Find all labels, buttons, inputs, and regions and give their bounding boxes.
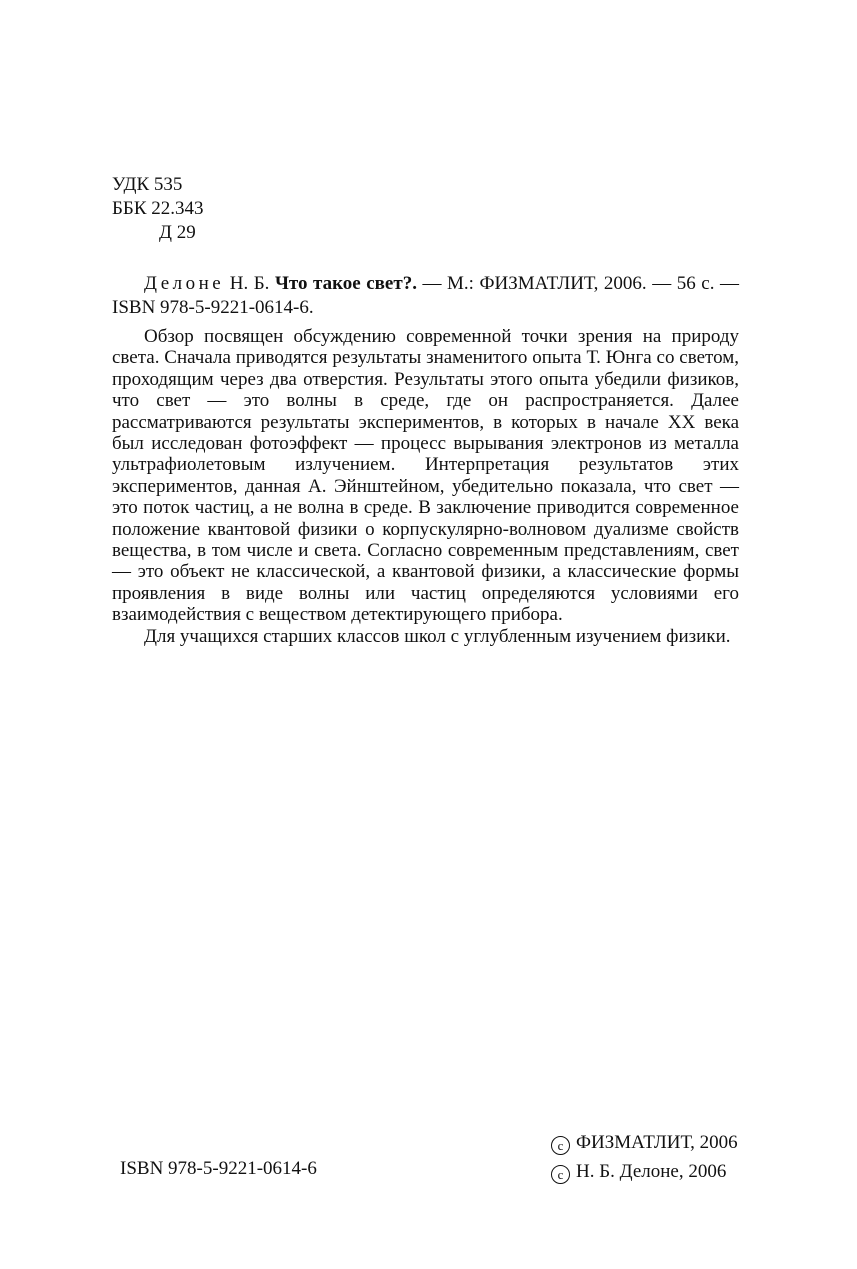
- copyright-author: Н. Б. Делоне, 2006: [576, 1161, 727, 1182]
- copyright-icon: c: [551, 1136, 570, 1155]
- abstract-paragraph: Обзор посвящен обсуждению современной точки зрения на природу света. Сначала приводятся результаты знаменитого опыта Т. Юнга со светом, проходящим через два отверстия. Результаты этого опыта убедили физиков, что свет — это волны в среде, где он распространяется. Далее рассматриваются результаты экспериментов, в которых в начале XX века был исследован фотоэффект — процесс вырывания электронов из металла ультрафиолетовым излучением. Интерпретация результатов этих экспериментов, данная А. Эйнштейном, убедительно показала, что свет — это поток частиц, а не волна в среде. В заключение приводится современное положение квантовой физики о корпускулярно-волновом дуализме свойств вещества, в том числе и света. Согласно современным представлениям, свет — это объект не классической, а квантовой физики, а классические формы проявления в виде волны или частиц определяются условиями его взаимодействия с веществом детектирующего прибора.: [112, 326, 739, 626]
- copyright-icon: c: [551, 1165, 570, 1184]
- abstract: [112, 326, 739, 647]
- audience-paragraph: Для учащихся старших классов школ с углубленным изучением физики.: [144, 625, 731, 647]
- bibliographic-record: [112, 272, 739, 320]
- author-mark: Д 29: [159, 222, 196, 243]
- author-surname: Делоне: [144, 273, 225, 294]
- copyright-publisher: ФИЗМАТЛИТ, 2006: [576, 1132, 738, 1153]
- bbk-code: ББК 22.343: [112, 198, 204, 219]
- classification-codes: [112, 173, 204, 245]
- bibliographic-paragraph: [112, 272, 739, 320]
- book-title: Что такое свет?.: [274, 273, 417, 294]
- udk-code: УДК 535: [112, 174, 183, 195]
- copyright-line-author: [551, 1157, 738, 1186]
- copyright-block: [551, 1128, 738, 1186]
- author-initials: Н. Б.: [224, 273, 275, 294]
- copyright-line-publisher: [551, 1128, 738, 1157]
- publication-details: — М.: ФИЗМАТЛИТ, 2006. — 56 с. — ISBN 978-5-9221-0614-6.: [112, 273, 739, 318]
- isbn-footer: ISBN 978-5-9221-0614-6: [120, 1158, 317, 1179]
